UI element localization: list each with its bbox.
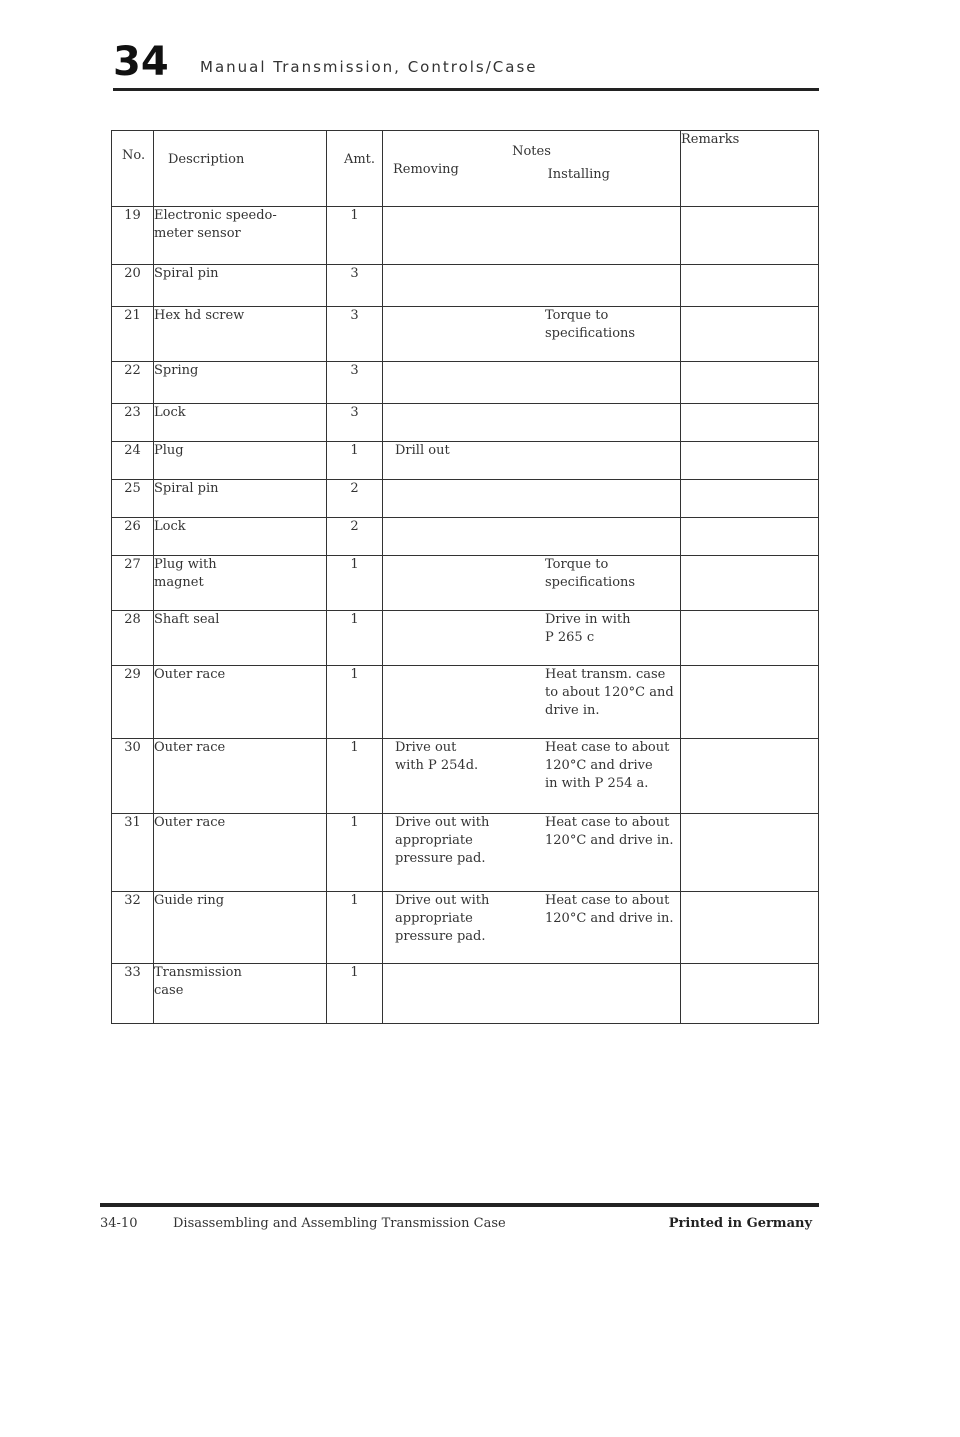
table-row <box>112 556 819 611</box>
page-header <box>113 40 819 95</box>
row-amt: 3 <box>327 265 383 307</box>
row-amt: 2 <box>327 518 383 556</box>
table-header-row <box>112 131 819 207</box>
row-removing: Drive out with appropriate pressure pad. <box>395 893 490 944</box>
row-remarks <box>681 611 819 666</box>
row-amt: 3 <box>327 362 383 404</box>
row-remarks <box>681 265 819 307</box>
row-no: 20 <box>112 265 154 307</box>
row-removing: Drill out <box>395 443 450 458</box>
table-row <box>112 207 819 265</box>
header-removing: Removing <box>393 162 459 177</box>
chapter-number: 34 <box>113 39 169 85</box>
row-notes <box>383 307 681 362</box>
row-description: Lock <box>154 404 327 442</box>
table-row <box>112 666 819 739</box>
row-installing: Torque to specifications <box>545 308 636 341</box>
row-no: 21 <box>112 307 154 362</box>
row-remarks <box>681 207 819 265</box>
parts-table <box>111 130 819 1024</box>
row-no: 19 <box>112 207 154 265</box>
row-amt: 2 <box>327 480 383 518</box>
row-remarks <box>681 814 819 892</box>
header-installing: Installing <box>547 167 610 182</box>
row-amt: 1 <box>327 207 383 265</box>
row-removing: Drive out with appropriate pressure pad. <box>395 815 490 866</box>
row-amt: 3 <box>327 404 383 442</box>
row-no: 22 <box>112 362 154 404</box>
row-amt: 3 <box>327 307 383 362</box>
row-description: Shaft seal <box>154 611 327 666</box>
row-notes <box>383 518 681 556</box>
header-description: Description <box>154 131 327 207</box>
row-notes <box>383 666 681 739</box>
row-notes <box>383 611 681 666</box>
row-description: Outer race <box>154 814 327 892</box>
table-row <box>112 307 819 362</box>
row-notes <box>383 207 681 265</box>
row-removing: Drive out with P 254d. <box>395 740 479 773</box>
table-row <box>112 518 819 556</box>
row-removing <box>383 666 545 720</box>
row-no: 30 <box>112 739 154 814</box>
row-no: 24 <box>112 442 154 480</box>
header-divider <box>113 88 819 91</box>
table-row <box>112 362 819 404</box>
row-remarks <box>681 362 819 404</box>
row-notes <box>383 480 681 518</box>
row-installing: Heat transm. case to about 120°C and drive in. <box>545 667 674 718</box>
row-description: Outer race <box>154 739 327 814</box>
header-remarks: Remarks <box>681 131 819 207</box>
row-description: Plug <box>154 442 327 480</box>
row-amt: 1 <box>327 666 383 739</box>
table-row <box>112 480 819 518</box>
table-row <box>112 964 819 1024</box>
row-installing <box>545 442 680 460</box>
row-no: 33 <box>112 964 154 1024</box>
row-notes <box>383 892 681 964</box>
table-row <box>112 892 819 964</box>
row-no: 26 <box>112 518 154 556</box>
row-notes <box>383 265 681 307</box>
table-row <box>112 442 819 480</box>
row-installing: Heat case to about 120°C and drive in with P 254 a. <box>545 740 670 791</box>
row-installing: Drive in with P 265 c <box>545 612 631 645</box>
row-description: Plug with magnet <box>154 556 327 611</box>
row-no: 28 <box>112 611 154 666</box>
row-remarks <box>681 518 819 556</box>
row-no: 31 <box>112 814 154 892</box>
table-row <box>112 265 819 307</box>
row-installing: Torque to specifications <box>545 557 636 590</box>
table-row <box>112 814 819 892</box>
header-notes <box>383 131 681 207</box>
row-amt: 1 <box>327 814 383 892</box>
row-amt: 1 <box>327 892 383 964</box>
table-row <box>112 611 819 666</box>
row-no: 27 <box>112 556 154 611</box>
row-remarks <box>681 556 819 611</box>
row-notes <box>383 964 681 1024</box>
row-remarks <box>681 964 819 1024</box>
row-removing <box>383 556 545 592</box>
row-remarks <box>681 404 819 442</box>
row-removing <box>383 307 545 343</box>
row-remarks <box>681 666 819 739</box>
row-notes <box>383 362 681 404</box>
row-amt: 1 <box>327 442 383 480</box>
row-amt: 1 <box>327 556 383 611</box>
table-row <box>112 739 819 814</box>
page-number: 34-10 <box>100 1216 138 1231</box>
row-description: Electronic speedo- meter sensor <box>154 207 327 265</box>
row-notes <box>383 814 681 892</box>
row-installing: Heat case to about 120°C and drive in. <box>545 893 674 926</box>
row-remarks <box>681 892 819 964</box>
row-description: Outer race <box>154 666 327 739</box>
row-no: 23 <box>112 404 154 442</box>
row-removing <box>383 611 545 647</box>
row-description: Spring <box>154 362 327 404</box>
row-description: Spiral pin <box>154 265 327 307</box>
row-notes <box>383 739 681 814</box>
row-no: 29 <box>112 666 154 739</box>
row-notes <box>383 404 681 442</box>
row-amt: 1 <box>327 964 383 1024</box>
row-remarks <box>681 739 819 814</box>
footer-section-title: Disassembling and Assembling Transmission Case <box>173 1216 506 1231</box>
header-no: No. <box>112 131 154 207</box>
row-description: Guide ring <box>154 892 327 964</box>
footer-divider <box>100 1203 819 1207</box>
table-row <box>112 404 819 442</box>
page-title: Manual Transmission, Controls/Case <box>200 58 538 76</box>
header-notes-title: Notes <box>512 144 551 159</box>
row-no: 32 <box>112 892 154 964</box>
row-description: Hex hd screw <box>154 307 327 362</box>
printed-in-germany: Printed in Germany <box>668 1216 812 1231</box>
row-amt: 1 <box>327 739 383 814</box>
row-description: Transmission case <box>154 964 327 1024</box>
row-remarks <box>681 442 819 480</box>
row-remarks <box>681 307 819 362</box>
row-description: Lock <box>154 518 327 556</box>
row-no: 25 <box>112 480 154 518</box>
row-amt: 1 <box>327 611 383 666</box>
row-notes <box>383 442 681 480</box>
header-amt: Amt. <box>327 131 383 207</box>
row-description: Spiral pin <box>154 480 327 518</box>
row-remarks <box>681 480 819 518</box>
row-installing: Heat case to about 120°C and drive in. <box>545 815 674 848</box>
row-notes <box>383 556 681 611</box>
